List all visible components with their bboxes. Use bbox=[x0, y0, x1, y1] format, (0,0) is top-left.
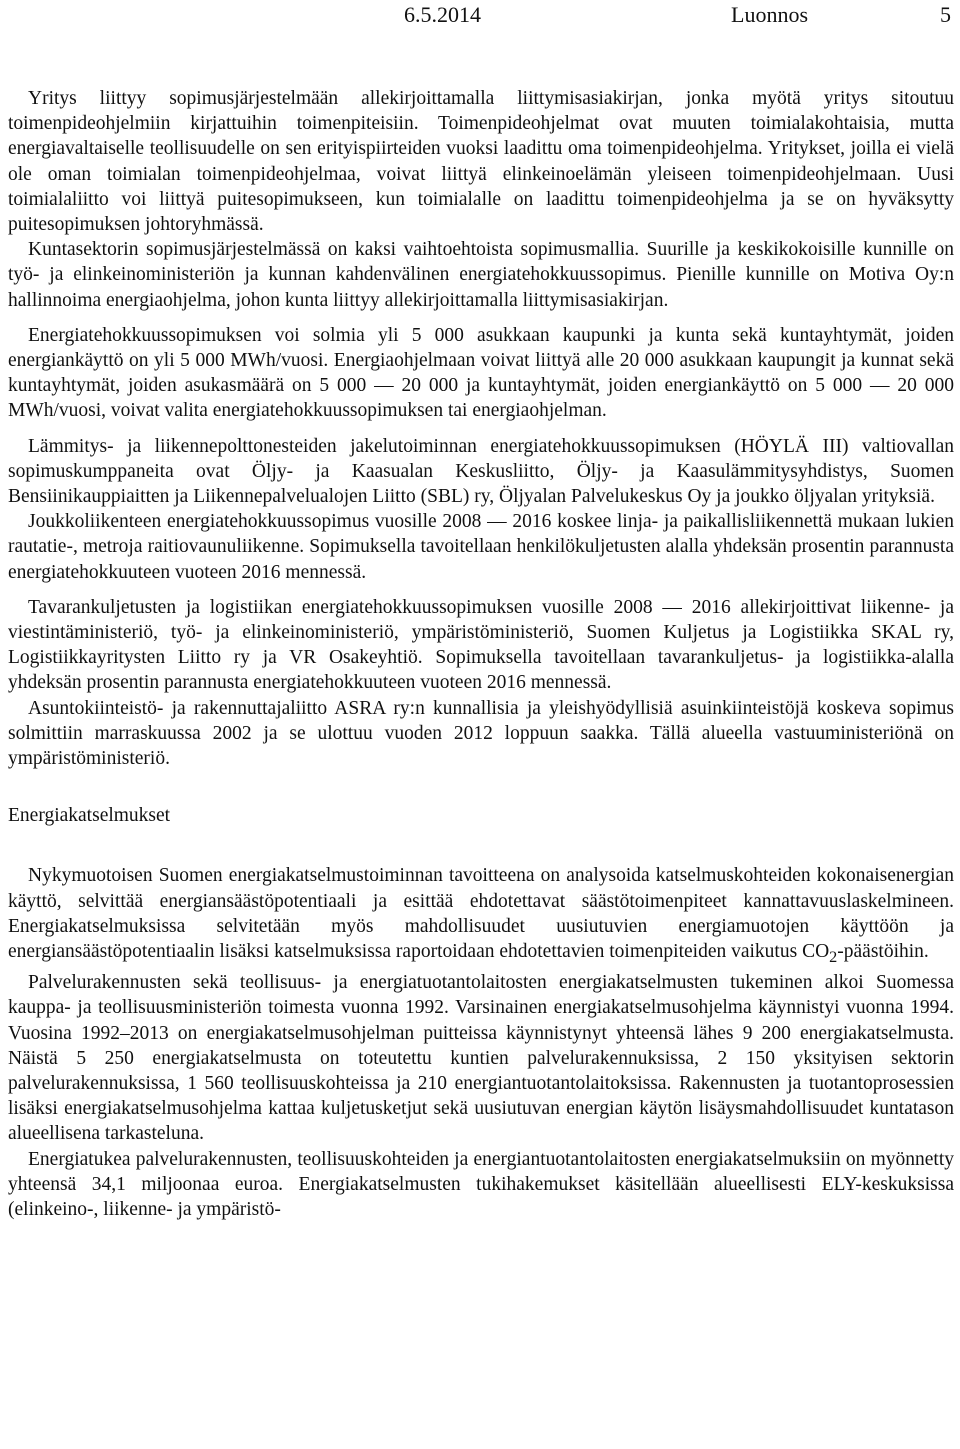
paragraph-efficiency-agreement: Energiatehokkuussopimuksen voi solmia yli 5 000 asukkaan kaupunki ja kunta sekä kuntayhtymät, joiden energiankäyttö on yli 5 000 MWh/vuosi. Energiaohjelmaan voivat liittyä alle 20 000 asukkaan kaupungit ja kunnat sekä kuntayhtymät, joiden asukasmäärä on 5 000 — 20 000 ja kuntayhtymät, joiden energiankäyttö on 5 000 — 20 000 MWh/vuosi, voivat valita energiatehokkuussopimuksen tai energiaohjelman. bbox=[8, 324, 954, 422]
draft-status-label: Luonnos bbox=[731, 2, 808, 27]
paragraph-housing: Asuntokiinteistö- ja rakennuttajaliitto ASRA ry:n kunnallisia ja yleishyödyllisiä asuinkiinteistöjä koskeva sopimus solmittiin marraskuussa 2002 ja se ulottuu vuoden 2012 loppuun saakka. Tällä alueella vastuuministeriönä on ympäristöministeriö. bbox=[8, 697, 954, 770]
header-date: 6.5.2014 bbox=[404, 2, 481, 27]
paragraph-audit-goals bbox=[8, 863, 954, 970]
document-body bbox=[8, 86, 954, 1222]
paragraph-public-transport: Joukkoliikenteen energiatehokkuussopimus vuosille 2008 — 2016 koskee linja- ja paikallisliikennettä mukaan lukien rautatie-, metroja raitiovaunuliikenne. Sopimuksella tavoitellaan henkilökuljetusten alalla yhdeksän prosentin parannusta energiatehokkuuteen vuoteen 2016 mennessä. bbox=[8, 511, 954, 583]
paragraph-company-agreement: Yritys liittyy sopimusjärjestelmään allekirjoittamalla liittymisasiakirjan, jonka myötä yritys sitoutuu toimenpideohjelmiin kirjattuihin toimenpiteisiin. Toimenpideohjelmat ovat muuten toimialakohtaisia, mutta energiavaltaiselle teollisuudelle on sen erityispiirteiden vuoksi laadittu oma toimenpideohjelma. Yritykset, joilla ei vielä ole oman toimialan toimenpideohjelmaa, voivat liittyä elinkeinoelämän yleiseen toimenpideohjelmaan. Uusi toimialaliitto voi liittyä puitesopimukseen, kun toimialalle on laadittu toimenpideohjelma ja se on hyväksytty puitesopimuksen johtoryhmässä. bbox=[8, 88, 954, 236]
section-heading-energy-audits: Energiakatselmukset bbox=[8, 805, 171, 827]
page-number: 5 bbox=[940, 2, 951, 27]
page-header bbox=[0, 2, 960, 32]
paragraph-freight-logistics: Tavarankuljetusten ja logistiikan energiatehokkuussopimuksen vuosille 2008 — 2016 allekirjoittivat liikenne- ja viestintäministeriö, työ- ja elinkeinoministeriö, ympäristöministeriö, Suomen Kuljetus ja Logistiikka SKAL ry, Logistiikkayritysten Liitto ry ja VR Osakeyhtiö. Sopimuksella tavoitellaan tavarankuljetus- ja logistiikka-alalla yhdeksän prosentin parannusta energiatehokkuuteen vuoteen 2016 mennessä. bbox=[8, 596, 954, 694]
paragraph-audit-funding: Energiatukea palvelurakennusten, teollisuuskohteiden ja energiantuotantolaitosten energiakatselmuksiin on myönnetty yhteensä 34,1 miljoonaa euroa. Energiakatselmusten tukihakemukset käsitellään alueellisesti ELY-keskuksissa (elinkeino-, liikenne- ja ympäristö- bbox=[8, 1148, 954, 1221]
paragraph-audit-history: Palvelurakennusten sekä teollisuus- ja energiatuotantolaitosten energiakatselmusten tukeminen alkoi Suomessa kauppa- ja teollisuusministeriön toimesta vuonna 1992. Varsinainen energiakatselmusohjelma käynnistyi vuonna 1994. Vuosina 1992–2013 on energiakatselmusohjelman puitteissa käynnistynyt yhteensä lähes 9 200 energiakatselmusta. Näistä 5 250 energiakatselmusta on toteutettu kuntien palvelurakennuksissa, 2 150 yksityisen sektorin palvelurakennuksissa, 1 560 teollisuuskohteissa ja 210 energiantuotantolaitoksissa. Rakennusten ja tuotantoprosessien lisäksi energiakatselmusohjelma kattaa kuljetusketjut sekä uusiutuvan energian käytön lisäysmahdollisuudet kuntatason alueellisena tarkasteluna. bbox=[8, 972, 954, 1145]
co2-subscript: 2 bbox=[829, 947, 838, 966]
audit-goals-text: Nykymuotoisen Suomen energiakatselmustoiminnan tavoitteena on analysoida katselmuskohteiden kokonaisenergian käyttö, selvittää energiansäästöpotentiaali ja esittää ehdotettavat säästötoimenpiteet kannattavuuslaskelmineen. Energiakatselmuksissa selvitetään myös mahdollisuudet uusiutuvien energiamuotojen käyttöön ja energiansäästöpotentiaalin lisäksi katselmuksissa raportoidaan ehdotettavien toimenpiteiden vaikutus CO bbox=[8, 865, 954, 963]
paragraph-fuel-distribution: Lämmitys- ja liikennepolttonesteiden jakelutoiminnan energiatehokkuussopimuksen (HÖYLÄ III) valtiovallan sopimuskumppaneita ovat Öljy- ja Kaasualan Keskusliitto, Öljy- ja Kaasulämmitysyhdistys, Suomen Bensiinikauppiaitten ja Liikennepalvelualojen Liitto (SBL) ry, Öljyalan Palvelukeskus Oy ja joukko öljyalan yrityksiä. bbox=[8, 435, 954, 508]
paragraph-municipal-sector: Kuntasektorin sopimusjärjestelmässä on kaksi vaihtoehtoista sopimusmallia. Suurille ja keskikokoisille kunnille on työ- ja elinkeinoministeriön ja kunnan kahdenvälinen energiatehokkuussopimus. Pienille kunnille on Motiva Oy:n hallinnoima energiaohjelma, johon kunta liittyy allekirjoittamalla liittymisasiakirjan. bbox=[8, 239, 954, 311]
audit-goals-text-end: -päästöihin. bbox=[837, 941, 929, 963]
